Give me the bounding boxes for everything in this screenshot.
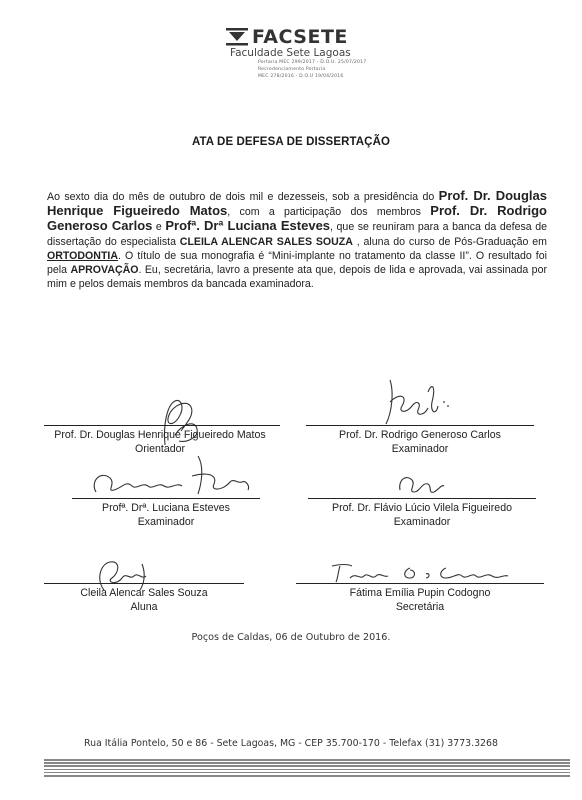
signer-name-3: Profª. Drª. Luciana Esteves <box>102 502 230 514</box>
signature-scribble-4 <box>394 470 448 500</box>
signer-name-2: Prof. Dr. Rodrigo Generoso Carlos <box>339 429 501 441</box>
body-text-2: , com a participação dos membros <box>227 206 431 219</box>
footer-stripe <box>44 772 570 774</box>
member-1-name: Prof. Dr. Rodrigo Generoso Carlos <box>47 203 547 234</box>
logo-name: FACSETE <box>252 26 348 48</box>
institution-logo <box>226 26 366 80</box>
signature-line-2 <box>306 425 534 426</box>
president-name: Prof. Dr. Douglas Henrique Figueiredo Matos <box>47 188 547 219</box>
signer-role-2: Examinador <box>391 443 449 455</box>
footer-stripe <box>44 762 570 764</box>
signature-line-4 <box>308 498 536 499</box>
signer-role-4: Examinador <box>393 516 451 528</box>
footer-stripes <box>44 759 570 779</box>
place-and-date: Poços de Caldas, 06 de Outubro de 2016. <box>191 632 391 643</box>
signer-role-5: Aluna <box>130 601 158 613</box>
facsete-logo-icon <box>226 27 248 47</box>
signature-scribble-3 <box>86 452 254 500</box>
body-text-4: , que se reuniram para a banca da defesa de dissertação do especialista <box>47 221 547 248</box>
logo-line-1: Portaria MEC 299/2017 - D.O.U. 25/07/2017 <box>258 60 367 65</box>
signer-name-4: Prof. Dr. Flávio Lúcio Vilela Figueiredo <box>332 502 512 514</box>
signer-name-6: Fátima Emília Pupin Codogno <box>349 587 491 599</box>
signer-role-6: Secretária <box>395 601 445 613</box>
signature-block-6 <box>296 586 544 614</box>
course-name: ORTODONTIA <box>47 249 119 262</box>
body-text-1: Ao sexto dia do mês de outubro de dois mil e dezesseis, sob a presidência do <box>47 191 439 203</box>
logo-subtitle: Faculdade Sete Lagoas <box>230 47 351 59</box>
body-paragraph <box>47 189 547 291</box>
logo-line-2: Recredenciamento Portaria <box>258 67 326 72</box>
body-text-7: . Eu, secretária, lavro a presente ata que, depois de lida e aprovada, vai assinada por mim e pelos demais membros da bancada examinadora. <box>47 264 547 291</box>
signature-scribble-2 <box>372 372 454 428</box>
signer-name-1: Prof. Dr. Douglas Henrique Figueiredo Matos <box>54 429 266 441</box>
signer-role-1: Orientador <box>134 443 186 455</box>
result-text: APROVAÇÃO <box>70 264 139 277</box>
document-title: ATA DE DEFESA DE DISSERTAÇÃO <box>191 136 391 148</box>
footer-stripe <box>44 765 570 767</box>
member-2-name: Profª. Drª Luciana Esteves <box>165 218 331 234</box>
signature-block-3 <box>52 501 280 529</box>
logo-line-3: MEC 278/2016 - D.O.U 19/04/2016 <box>258 74 344 79</box>
signature-line-6 <box>296 583 544 584</box>
signature-block-4 <box>298 501 546 529</box>
body-text-5: , aluna do curso de Pós-Graduação em <box>352 235 547 248</box>
body-text-6: . O título de sua monografia é “Mini-implante no tratamento da classe II”. O resultado foi pela <box>47 249 547 277</box>
signer-name-5: Cleila Alencar Sales Souza <box>80 587 208 599</box>
footer-stripe <box>44 775 570 777</box>
body-text-3: e <box>152 221 166 234</box>
signature-line-3 <box>72 498 260 499</box>
footer-stripe <box>44 769 570 771</box>
signature-block-5 <box>34 586 254 614</box>
signature-block-2 <box>296 428 544 456</box>
student-name: CLEILA ALENCAR SALES SOUZA <box>179 235 353 248</box>
signature-line-5 <box>44 583 244 584</box>
signer-role-3: Examinador <box>137 516 195 528</box>
signature-line-1 <box>44 425 280 426</box>
footer-address: Rua Itália Pontelo, 50 e 86 - Sete Lagoas, MG - CEP 35.700-170 - Telefax (31) 3773.3268 <box>84 738 498 749</box>
footer-stripe <box>44 759 570 761</box>
